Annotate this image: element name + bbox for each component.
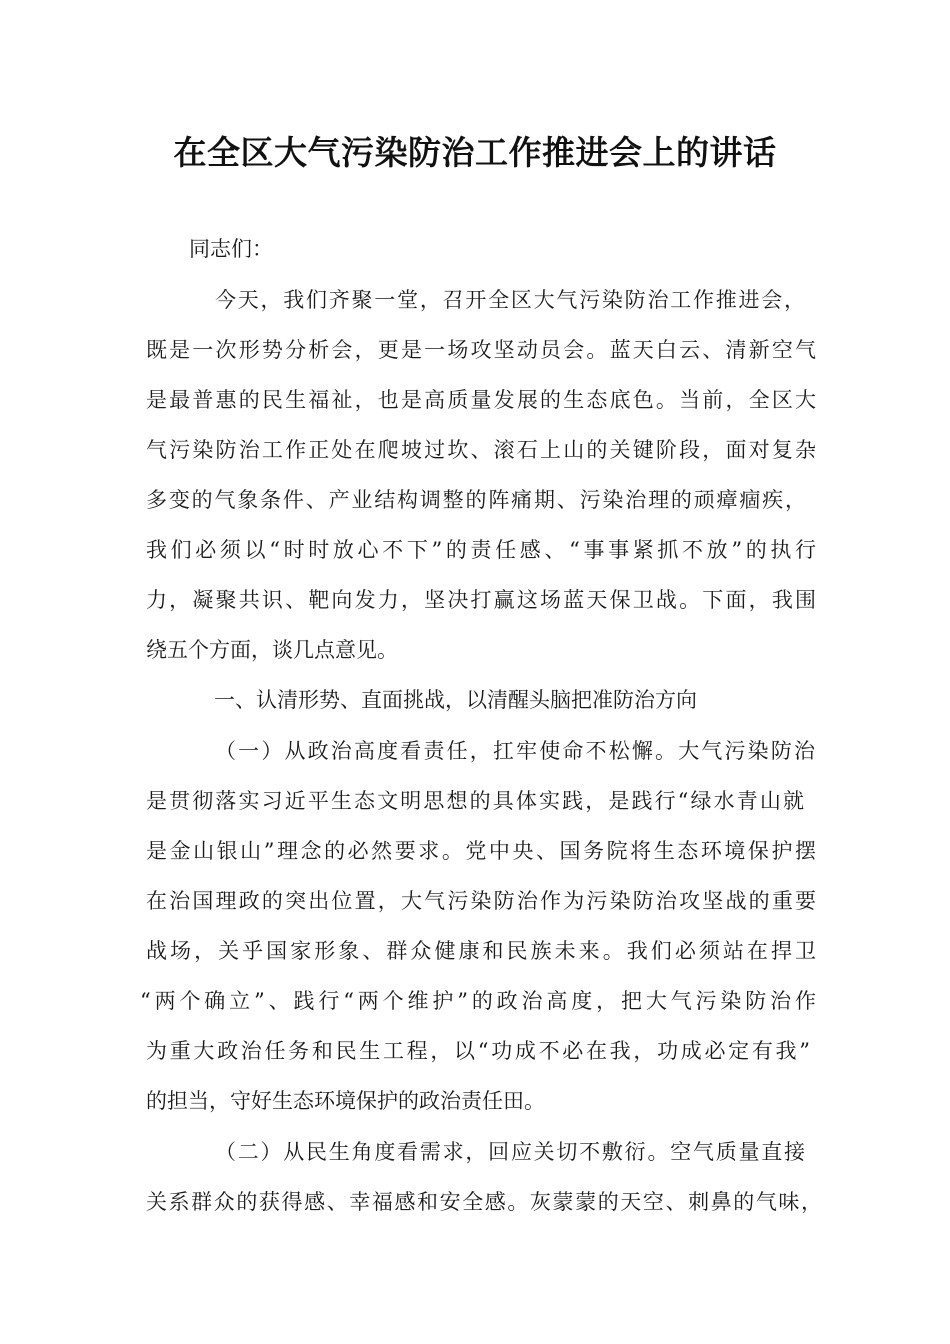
- paragraph-line: 战场，关乎国家形象、群众健康和民族未来。我们必须站在捍卫: [146, 939, 816, 963]
- document-title: 在全区大气污染防治工作推进会上的讲话: [173, 133, 777, 172]
- paragraph-line: 今天，我们齐聚一堂，召开全区大气污染防治工作推进会，: [215, 288, 805, 312]
- subsection-heading-line: （一）从政治高度看责任，扛牢使命不松懈。大气污染防治: [215, 739, 815, 763]
- paragraph-line: 既是一次形势分析会，更是一场攻坚动员会。蓝天白云、清新空气: [146, 338, 816, 362]
- paragraph-line: 在治国理政的突出位置，大气污染防治作为污染防治攻坚战的重要: [146, 889, 816, 913]
- paragraph-line: 是最普惠的民生福祉，也是高质量发展的生态底色。当前，全区大: [146, 388, 816, 412]
- paragraph-line: 气污染防治工作正处在爬坡过坎、滚石上山的关键阶段，面对复杂: [146, 438, 816, 462]
- paragraph-line: 是贯彻落实习近平生态文明思想的具体实践，是践行“绿水青山就: [146, 789, 804, 813]
- paragraph-line: 我们必须以“时时放心不下”的责任感、“事事紧抓不放”的执行: [146, 538, 816, 562]
- salutation: 同志们：: [189, 237, 273, 261]
- paragraph-line: 多变的气象条件、产业结构调整的阵痛期、污染治理的顽瘴痼疾，: [146, 488, 806, 512]
- paragraph-line: “两个确立”、践行“两个维护”的政治高度，把大气污染防治作: [140, 989, 816, 1013]
- paragraph-line: 绕五个方面，谈几点意见。: [146, 638, 398, 662]
- subsection-heading-line: （二）从民生角度看需求，回应关切不敷衍。空气质量直接: [215, 1140, 805, 1164]
- paragraph-line: 关系群众的获得感、幸福感和安全感。灰蒙蒙的天空、刺鼻的气味，: [146, 1190, 822, 1214]
- paragraph-line: 力，凝聚共识、靶向发力，坚决打赢这场蓝天保卫战。下面，我围: [146, 588, 816, 612]
- section-heading: 一、认清形势、直面挑战，以清醒头脑把准防治方向: [214, 688, 697, 712]
- paragraph-line: 的担当，守好生态环境保护的政治责任田。: [146, 1089, 545, 1113]
- paragraph-line: 是金山银山”理念的必然要求。党中央、国务院将生态环境保护摆: [146, 839, 816, 863]
- paragraph-line: 为重大政治任务和民生工程，以“功成不必在我，功成必定有我”: [146, 1039, 810, 1063]
